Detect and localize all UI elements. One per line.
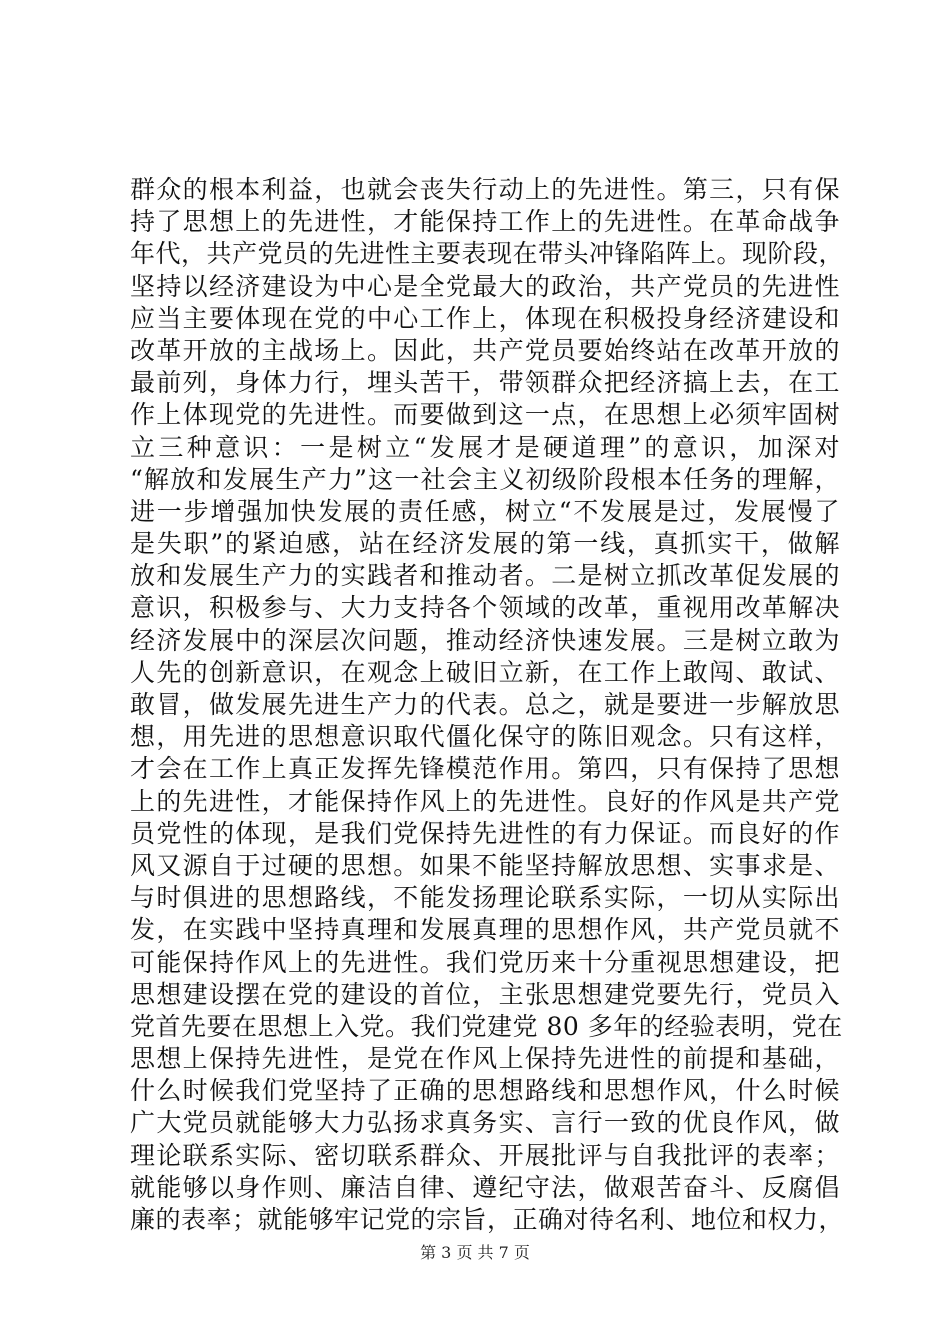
text-line: 意识，积极参与、大力支持各个领域的改革，重视用改革解决 (130, 593, 840, 623)
text-line: 可能保持作风上的先进性。我们党历来十分重视思想建设，把 (130, 947, 840, 977)
text-line: 思想上保持先进性，是党在作风上保持先进性的前提和基础， (130, 1044, 840, 1074)
text-line: 进一步增强加快发展的责任感，树立“不发展是过，发展慢了 (130, 496, 840, 526)
text-line: 作上体现党的先进性。而要做到这一点，在思想上必须牢固树 (130, 400, 840, 430)
body-text (130, 174, 845, 1236)
text-line: 廉的表率；就能够牢记党的宗旨，正确对待名利、地位和权力， (130, 1205, 845, 1234)
text-line: 应当主要体现在党的中心工作上，体现在积极投身经济建设和 (130, 303, 840, 333)
text-line: 人先的创新意识，在观念上破旧立新，在工作上敢闯、敢试、 (130, 657, 840, 687)
text-line: 才会在工作上真正发挥先锋模范作用。第四，只有保持了思想 (130, 754, 840, 784)
text-line: 员党性的体现，是我们党保持先进性的有力保证。而良好的作 (130, 818, 840, 848)
text-line: 最前列，身体力行，埋头苦干，带领群众把经济搞上去，在工 (130, 368, 840, 398)
text-line: 上的先进性，才能保持作风上的先进性。良好的作风是共产党 (130, 786, 840, 816)
text-line: 敢冒，做发展先进生产力的代表。总之，就是要进一步解放思 (130, 690, 840, 719)
text-line: 理论联系实际、密切联系群众、开展批评与自我批评的表率； (130, 1140, 840, 1170)
text-line: 坚持以经济建设为中心是全党最大的政治，共产党员的先进性 (130, 271, 840, 301)
text-line: 什么时候我们党坚持了正确的思想路线和思想作风，什么时候 (130, 1076, 840, 1106)
text-line: 思想建设摆在党的建设的首位，主张思想建党要先行，党员入 (130, 979, 840, 1009)
text-line: 放和发展生产力的实践者和推动者。二是树立抓改革促发展的 (130, 561, 840, 591)
text-line: 群众的根本利益，也就会丧失行动上的先进性。第三，只有保 (130, 175, 840, 204)
text-line: 年代，共产党员的先进性主要表现在带头冲锋陷阵上。现阶段， (130, 239, 845, 269)
text-line: 改革开放的主战场上。因此，共产党员要始终站在改革开放的 (130, 335, 840, 365)
text-line: “解放和发展生产力”这一社会主义初级阶段根本任务的理解， (130, 464, 840, 494)
page-footer: 第 3 页 共 7 页 (420, 1243, 530, 1262)
text-line: 立三种意识：一是树立“发展才是硬道理”的意识，加深对 (130, 432, 840, 462)
text-line: 就能够以身作则、廉洁自律、遵纪守法，做艰苦奋斗、反腐倡 (130, 1172, 840, 1202)
text-line: 风又源自于过硬的思想。如果不能坚持解放思想、实事求是、 (130, 850, 840, 880)
text-line: 是失职”的紧迫感，站在经济发展的第一线，真抓实干，做解 (130, 529, 840, 559)
text-line: 广大党员就能够大力弘扬求真务实、言行一致的优良作风，做 (130, 1108, 840, 1138)
text-line: 经济发展中的深层次问题，推动经济快速发展。三是树立敢为 (130, 625, 840, 655)
text-line: 与时俱进的思想路线，不能发扬理论联系实际，一切从实际出 (130, 883, 840, 913)
text-line: 党首先要在思想上入党。我们党建党 80 多年的经验表明，党在 (130, 1011, 843, 1041)
text-line: 想，用先进的思想意识取代僵化保守的陈旧观念。只有这样， (130, 722, 840, 752)
text-line: 持了思想上的先进性，才能保持工作上的先进性。在革命战争 (130, 207, 840, 237)
text-line: 发，在实践中坚持真理和发展真理的思想作风，共产党员就不 (130, 915, 840, 945)
